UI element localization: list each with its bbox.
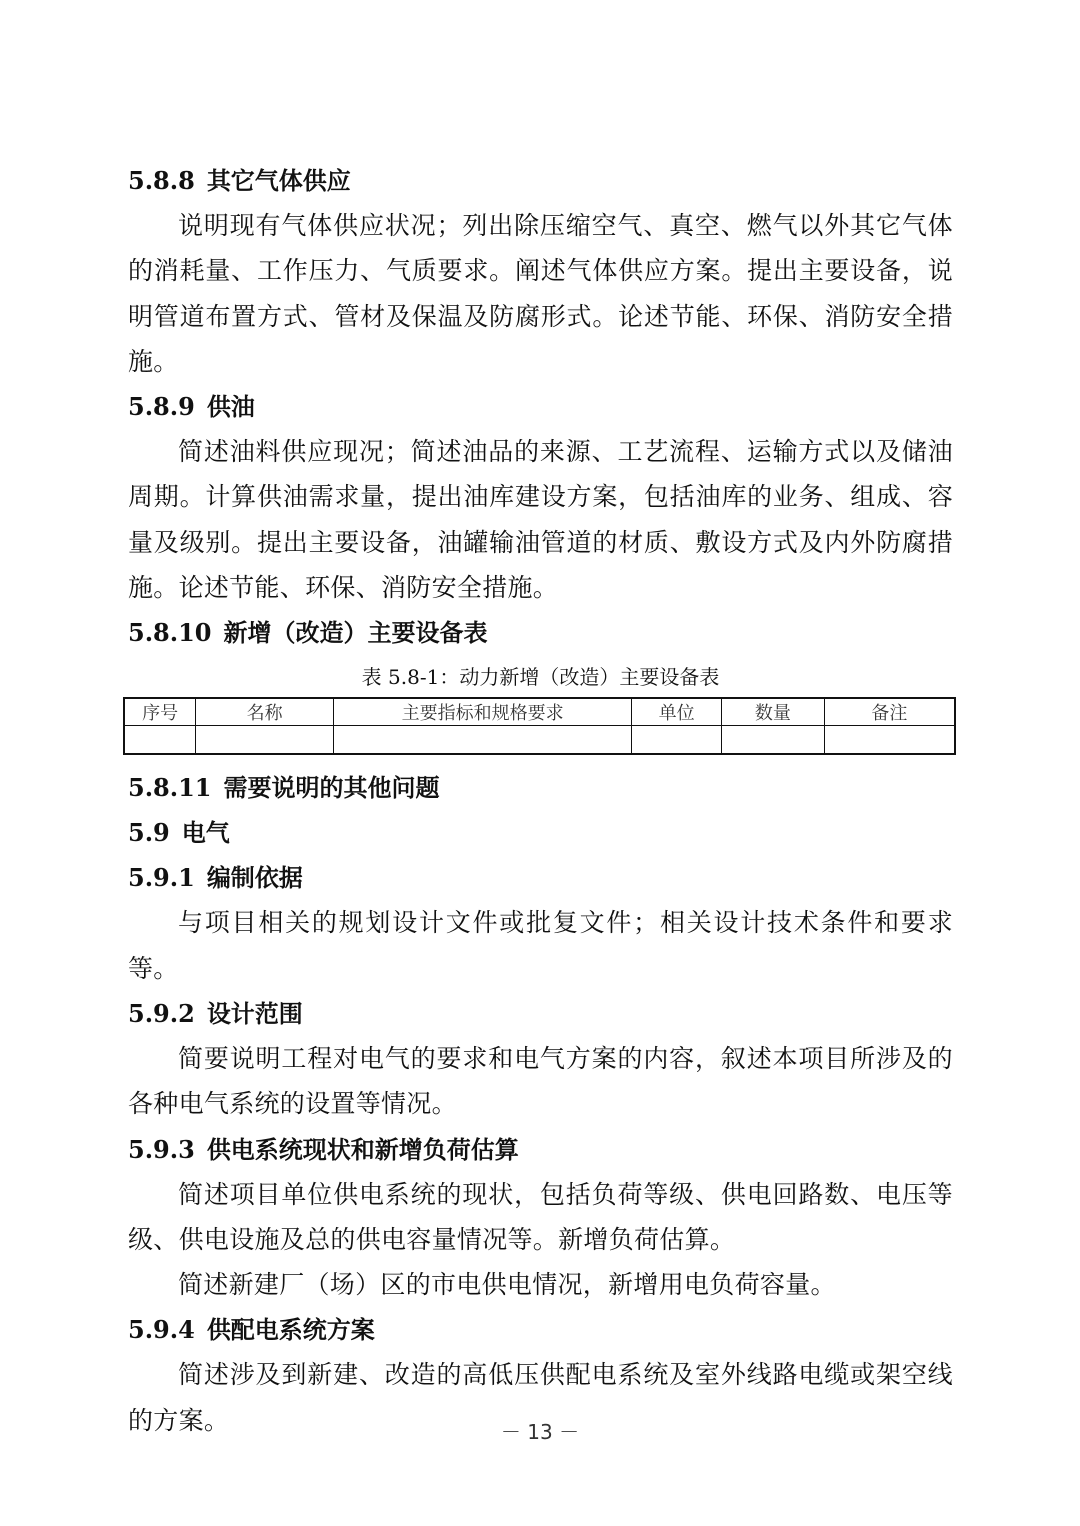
table-header-cell: 主要指标和规格要求 xyxy=(334,698,632,726)
table-header-cell: 数量 xyxy=(722,698,825,726)
page-number: － 13 － xyxy=(500,1420,580,1444)
table-header-cell: 备注 xyxy=(824,698,955,726)
heading-title: 设计范围 xyxy=(206,998,303,1028)
heading-5-8-9 xyxy=(128,384,953,429)
heading-number: 5.9 xyxy=(128,818,170,848)
heading-title: 电气 xyxy=(181,818,230,848)
heading-number: 5.9.2 xyxy=(128,998,195,1028)
heading-title: 供配电系统方案 xyxy=(206,1315,375,1345)
table-cell xyxy=(196,726,334,755)
heading-5-9-3 xyxy=(128,1127,953,1172)
table-cell xyxy=(632,726,722,755)
table-caption: 表 5.8-1：动力新增（改造）主要设备表 xyxy=(361,665,720,690)
table-header-cell: 单位 xyxy=(632,698,722,726)
paragraph-oil-supply: 简述油料供应现况；简述油品的来源、工艺流程、运输方式以及储油周期。计算供油需求量，提出油库建设方案，包括油库的业务、组成、容量及级别。提出主要设备，油罐输油管道的材质、敷设方式及内外防腐措施。论述节能、环保、消防安全措施。 xyxy=(128,437,953,603)
page-content xyxy=(128,158,953,1443)
paragraph-new-load: 简述新建厂（场）区的市电供电情况，新增用电负荷容量。 xyxy=(178,1270,836,1300)
table-row xyxy=(124,726,955,755)
paragraph-scope: 简要说明工程对电气的要求和电气方案的内容，叙述本项目所涉及的各种电气系统的设置等情况。 xyxy=(128,1043,953,1119)
heading-number: 5.8.11 xyxy=(128,773,212,803)
heading-5-9-4 xyxy=(128,1307,953,1352)
heading-5-9-1 xyxy=(128,855,953,900)
equipment-table xyxy=(123,697,956,755)
heading-5-8-10 xyxy=(128,610,953,655)
table-cell xyxy=(824,726,955,755)
heading-title: 新增（改造）主要设备表 xyxy=(223,618,488,648)
heading-number: 5.8.9 xyxy=(128,392,195,422)
table-cell xyxy=(722,726,825,755)
table-header-row xyxy=(124,698,955,726)
heading-title: 供油 xyxy=(206,392,255,422)
heading-5-9-2 xyxy=(128,991,953,1036)
table-header-cell: 名称 xyxy=(196,698,334,726)
heading-number: 5.8.8 xyxy=(128,166,195,195)
paragraph-basis: 与项目相关的规划设计文件或批复文件；相关设计技术条件和要求等。 xyxy=(128,908,953,983)
heading-5-9 xyxy=(128,810,953,855)
heading-number: 5.9.3 xyxy=(128,1134,195,1164)
table-cell xyxy=(334,726,632,755)
paragraph-gas-supply: 说明现有气体供应状况；列出除压缩空气、真空、燃气以外其它气体的消耗量、工作压力、气质要求。阐述气体供应方案。提出主要设备，说明管道布置方式、管材及保温及防腐形式。论述节能、环保、消防安全措施。 xyxy=(128,211,953,376)
paragraph-power-status: 简述项目单位供电系统的现状，包括负荷等级、供电回路数、电压等级、供电设施及总的供电容量情况等。新增负荷估算。 xyxy=(128,1179,953,1254)
heading-number: 5.9.4 xyxy=(128,1315,195,1345)
heading-number: 5.8.10 xyxy=(128,618,212,648)
heading-title: 需要说明的其他问题 xyxy=(223,773,440,803)
paragraph-distribution: 简述涉及到新建、改造的高低压供配电系统及室外线路电缆或架空线的方案。 xyxy=(128,1360,953,1435)
heading-number: 5.9.1 xyxy=(128,863,195,893)
heading-title: 编制依据 xyxy=(206,863,303,893)
table-cell xyxy=(124,726,196,755)
heading-title: 供电系统现状和新增负荷估算 xyxy=(206,1134,519,1164)
heading-5-8-8 xyxy=(128,158,953,203)
heading-title: 其它气体供应 xyxy=(206,166,351,195)
table-header-cell: 序号 xyxy=(124,698,196,726)
heading-5-8-11 xyxy=(128,765,953,810)
